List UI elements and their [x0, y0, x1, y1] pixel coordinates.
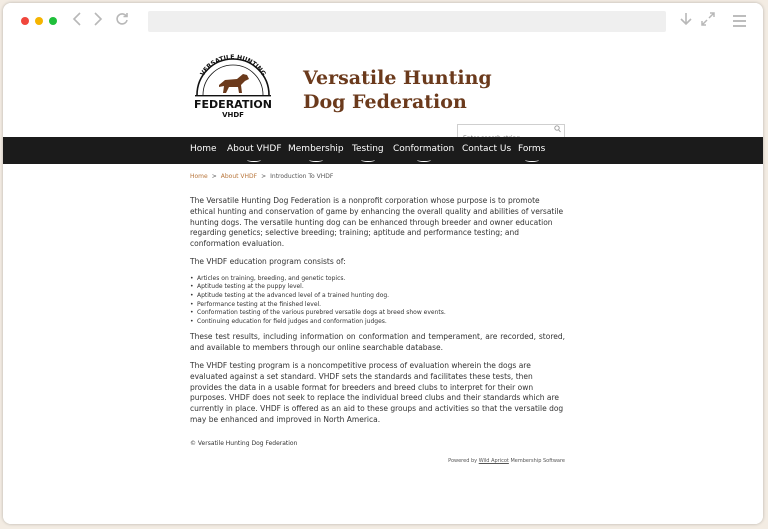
powered-by-suffix: Membership Software [508, 458, 565, 464]
nav-forms[interactable]: Forms [518, 144, 545, 154]
minimize-window-button[interactable] [35, 17, 43, 25]
powered-by [448, 458, 565, 464]
wild-apricot-link[interactable]: Wild Apricot [478, 458, 509, 464]
nav-testing[interactable]: Testing [352, 144, 384, 154]
nav-about-vhdf[interactable]: About VHDF [227, 144, 282, 154]
browser-toolbar [3, 3, 763, 39]
site-title-line1: Versatile Hunting [303, 67, 492, 89]
dropdown-indicator-icon [525, 158, 539, 162]
copyright-text: © Versatile Hunting Dog Federation [190, 440, 298, 447]
list-item: • Aptitude testing at the puppy level. [197, 283, 565, 292]
dropdown-indicator-icon [309, 158, 323, 162]
close-window-button[interactable] [21, 17, 29, 25]
testing-program-paragraph: The VHDF testing program is a noncompetitive process of evaluation wherein the dogs are evaluated against a set standard. VHDF sets the standards and facilitates these tests, then provides the data in a usable format for breeders and breed clubs to interpret for their own purposes. VHDF does not seek to replace the individual breed clubs and their standards which are currently in place. VHDF is offered as an aid to these groups and activities so that the versatile dog may be enhanced and improved in North America. [190, 360, 564, 424]
list-item: • Conformation testing of the various purebred versatile dogs at breed show events. [197, 309, 565, 318]
site-title [303, 66, 492, 114]
dropdown-indicator-icon [361, 158, 375, 162]
back-icon[interactable] [72, 11, 82, 31]
search-box[interactable] [457, 124, 565, 138]
dropdown-indicator-icon [417, 158, 431, 162]
intro-paragraph: The Versatile Hunting Dog Federation is a nonprofit corporation whose purpose is to promote ethical hunting and conservation of game by enhancing the overall quality and abilities of versatile hunting dogs. The versatile hunting dog can be enhanced through breeder and owner education regarding genetics; selective breeding; training; aptitude and performance testing; and conformation evaluation. [190, 196, 564, 249]
breadcrumb [190, 173, 333, 180]
logo-arc-text: VERSATILE HUNTING [199, 53, 267, 78]
reload-icon[interactable] [115, 11, 129, 31]
main-content [190, 196, 565, 433]
download-icon[interactable] [680, 11, 692, 31]
expand-icon[interactable] [701, 11, 715, 31]
dropdown-indicator-icon [247, 158, 261, 162]
powered-by-prefix: Powered by [448, 458, 479, 464]
nav-contact-us[interactable]: Contact Us [462, 144, 512, 154]
list-item: • Articles on training, breeding, and genetic topics. [197, 275, 565, 284]
browser-window [3, 3, 763, 524]
vhdf-logo[interactable] [189, 53, 277, 119]
svg-text:VERSATILE HUNTING [199, 54, 267, 77]
list-item: • Continuing education for field judges and conformation judges. [197, 318, 565, 327]
search-icon[interactable] [554, 125, 561, 135]
nav-home[interactable]: Home [190, 144, 217, 154]
web-page [3, 39, 763, 524]
nav-membership[interactable]: Membership [288, 144, 344, 154]
education-program-heading: The VHDF education program consists of: [190, 256, 346, 266]
breadcrumb-current: Introduction To VHDF [270, 173, 334, 180]
test-results-paragraph: These test results, including information on conformation and temperament, are recorded, stored, and available to members through our online searchable database. [190, 332, 565, 353]
menu-icon[interactable] [733, 15, 746, 30]
list-item: • Performance testing at the finished level. [197, 301, 565, 310]
main-nav [3, 137, 763, 164]
breadcrumb-home[interactable]: Home [190, 173, 208, 180]
address-bar[interactable] [148, 11, 666, 32]
list-item: • Aptitude testing at the advanced level of a trained hunting dog. [197, 292, 565, 301]
maximize-window-button[interactable] [49, 17, 57, 25]
logo-sub-text: VHDF [222, 111, 244, 119]
logo-main-text: FEDERATION [194, 98, 272, 111]
breadcrumb-about-vhdf[interactable]: About VHDF [220, 173, 258, 180]
nav-conformation[interactable]: Conformation [393, 144, 454, 154]
site-title-line2: Dog Federation [303, 91, 467, 113]
breadcrumb-separator: > [261, 173, 267, 180]
education-program-list [190, 275, 565, 327]
breadcrumb-separator: > [211, 173, 217, 180]
forward-icon[interactable] [93, 11, 103, 31]
